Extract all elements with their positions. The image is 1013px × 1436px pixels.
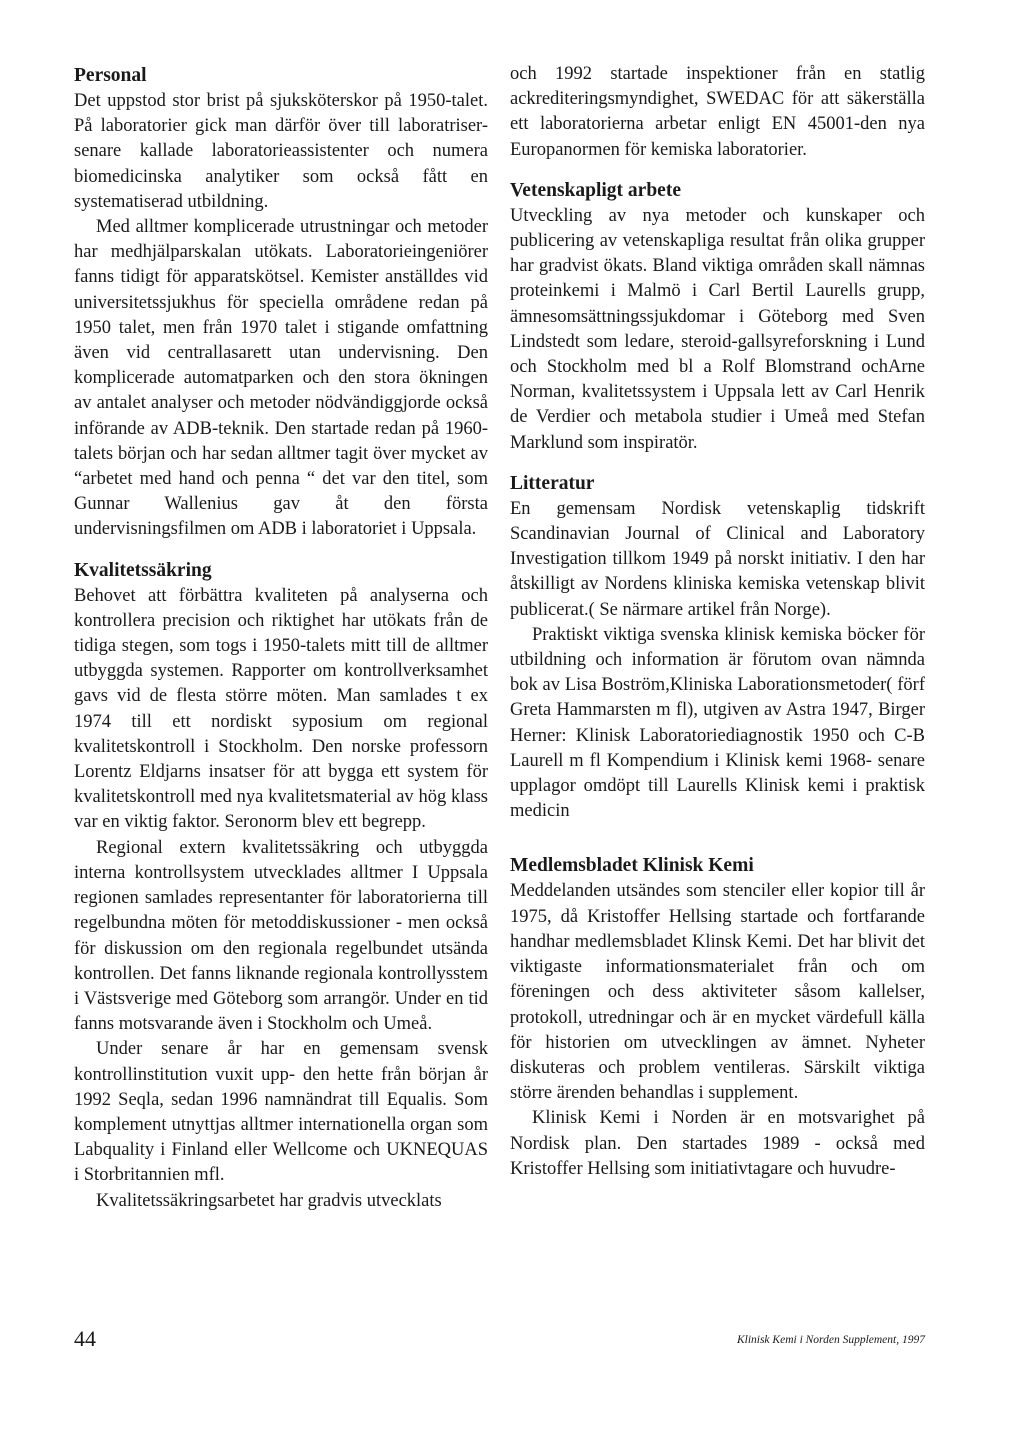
left-column [74, 62, 488, 1214]
paragraph: Behovet att förbättra kvaliteten på analyserna och kontrollera precision och riktighet har utökats från de tidiga stegen, som togs i 1950-talets mitt till de alltmer utbyggda systemen. Rapporter om kontrollverksamhet gavs vid de flesta större möten. Man samlades t ex 1974 till ett nordiskt syposium om regional kvalitetskontroll i Stockholm. Den norske professorn Lorentz Eldjarns insatser för att bygga ett system för kvalitetskontroll med nya kvalitetsmaterial av hög klass var en viktig faktor. Seronorm blev ett begrepp. [74, 585, 488, 833]
paragraph: Under senare år har en gemensam svensk kontrollinstitution vuxit upp- den hette från början år 1992 Seqla, sedan 1996 namnändrat till Equalis. Som komplement utnyttjas alltmer internationella organ som Labquality i Finland eller Wellcome och UKNEQUAS i Storbritannien mfl. [74, 1039, 488, 1186]
page-number: 44 [74, 1326, 96, 1351]
section-heading-kvalitetssakring: Kvalitetssäkring [74, 559, 212, 581]
paragraph: Regional extern kvalitetssäkring och utbyggda interna kontrollsystem utvecklades alltmer I Uppsala regionen samlades representanter för laboratorierna till regelbundna möten för metoddiskussioner - men också för diskussion om den regionala regelbundet utsända kontrollen. Det fanns liknande regionala kontrollysstem i Västsverige med Göteborg som arrangör. Under en tid fanns motsvarande även i Stockholm och Umeå. [74, 837, 488, 1035]
paragraph: En gemensam Nordisk vetenskaplig tidskrift Scandinavian Journal of Clinical and Laboratory Investigation tillkom 1949 på norskt initiativ. I den har åtskilligt av Nordens kliniska kemiska vetenskap blivit publicerat.( Se närmare artikel från Norge). [510, 498, 925, 620]
paragraph: Det uppstod stor brist på sjuksköterskor på 1950-talet. På laboratorier gick man därför över till laboratriser-senare kallade laboratorieassistenter och numera biomedicinska analytiker som också fått en systematiserad utbildning. [74, 91, 488, 212]
paragraph: Meddelanden utsändes som stenciler eller kopior till år 1975, då Kristoffer Hellsing startade och fortfarande handhar medlemsbladet Klinsk Kemi. Det har blivit det viktigaste informationsmaterialet från och om föreningen och dess aktiviteter såsom kallelser, protokoll, utredningar och är en mycket värdefull källa för historien om utvecklingen av ämnet. Nyheter diskuteras och problem ventileras. Särskilt viktiga större ärenden behandlas i supplement. [510, 881, 925, 1104]
paragraph: Praktiskt viktiga svenska klinisk kemiska böcker för utbildning och information är förutom ovan nämnda bok av Lisa Boström,Kliniska Laborationsmetoder( förf Greta Hammarsten m fl), utgiven av Astra 1947, Birger Herner: Klinisk Laboratoriediagnostik 1950 och C-B Laurell m fl Kompendium i Klinisk kemi 1968- senare upplagor omdöpt till Laurells Klinisk kemi i praktisk medicin [510, 624, 925, 822]
paragraph-continuation: och 1992 startade inspektioner från en statlig ackrediteringsmyndighet, SWEDAC för att säkerställa ett laboratorierna arbetar enligt EN 45001-den nya Europanormen för kemiska laboratorier. [510, 64, 925, 160]
paragraph: Kvalitetssäkringsarbetet har gradvis utvecklats [96, 1190, 442, 1211]
paragraph: Klinisk Kemi i Norden är en motsvarighet på Nordisk plan. Den startades 1989 - också med Kristoffer Hellsing som initiativtagare och huvudre- [510, 1108, 925, 1179]
right-column [510, 62, 925, 1182]
section-heading-vetenskapligt-arbete: Vetenskapligt arbete [510, 179, 681, 201]
paragraph: Med alltmer komplicerade utrustningar och metoder har medhjälparskalan utökats. Laboratorieingeniörer fanns tidigt för apparatskötsel. Kemister anställdes vid universitetssjukhus för speciella områdene redan på 1950 talet, men från 1970 talet i stigande omfattning även vid centrallasarett utan undervisning. Den komplicerade automatparken och den stora ökningen av antalet analyser och metoder nödvändiggjorde också införande av ADB-teknik. Den startade redan på 1960-talets början och har sedan alltmer tagit över mycket av “arbetet med hand och penna “ det var den titel, som Gunnar Wallenius gav åt den första undervisningsfilmen om ADB i laboratoriet i Uppsala. [74, 217, 488, 540]
running-footer: Klinisk Kemi i Norden Supplement, 1997 [736, 1334, 925, 1346]
section-heading-medlemsbladet: Medlemsbladet Klinisk Kemi [510, 855, 754, 877]
section-heading-litteratur: Litteratur [510, 472, 595, 494]
section-heading-personal: Personal [74, 65, 147, 86]
paragraph: Utveckling av nya metoder och kunskaper och publicering av vetenskapliga resultat från olika grupper har gradvist ökats. Bland viktiga områden skall nämnas proteinkemi i Malmö i Carl Bertil Laurells grupp, ämnesomsättningssjukdomar i Göteborg med Sven Lindstedt som ledare, steroid-gallsyreforskning i Lund och Stockholm med bl a Rolf Blomstrand ochArne Norman, kvalitetssystem i Uppsala lett av Carl Henrik de Verdier och metabola studier i Umeå med Stefan Marklund som inspiratör. [510, 205, 925, 453]
